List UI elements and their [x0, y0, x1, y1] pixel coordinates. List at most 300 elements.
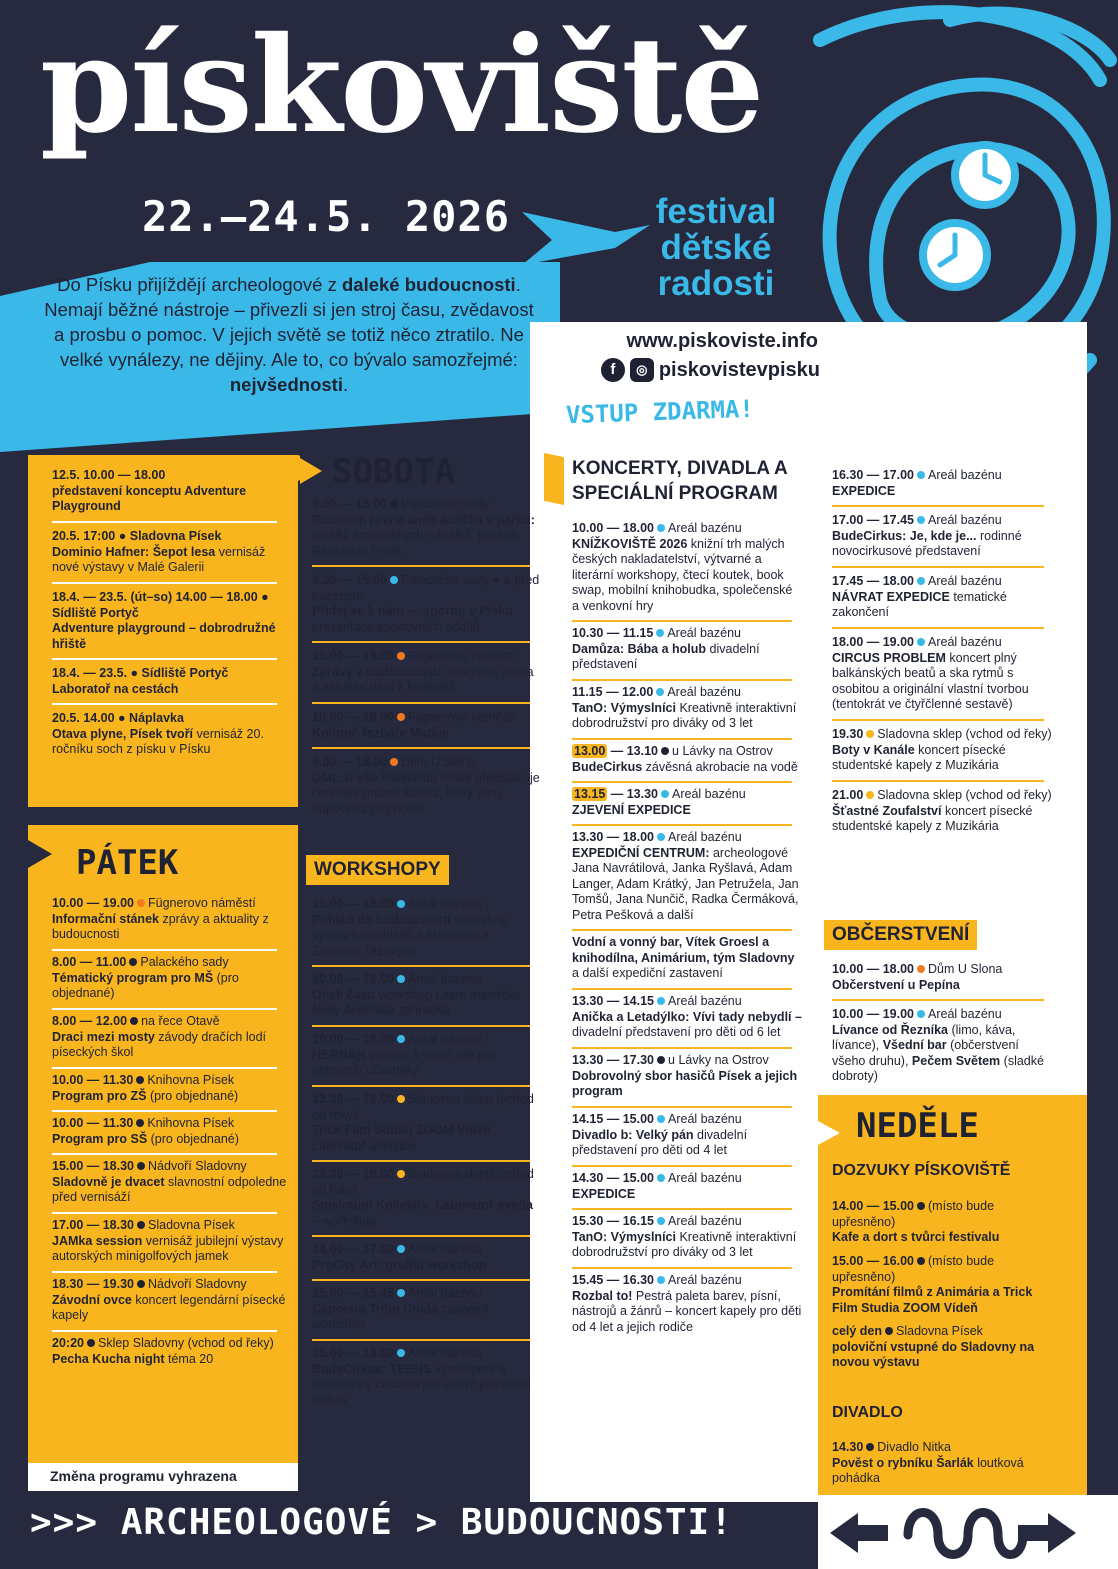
event-desc: (pro objednané) [52, 970, 239, 1000]
divider [52, 1330, 277, 1332]
event-time-line [572, 685, 802, 701]
event-time-line [312, 649, 540, 665]
event-item [52, 1277, 287, 1324]
event-time-line [52, 590, 287, 621]
event-time: 10.30 — 11.15 [572, 626, 654, 640]
event-name: Pohled do budoucnosti [312, 912, 455, 927]
event-time: 10.00 — 18.00 [312, 710, 395, 724]
divider [312, 1339, 530, 1341]
location-dot-icon [657, 833, 665, 841]
event-name: Adventure playground – dobrodružné hřiště [52, 621, 276, 651]
event-desc: vernisáž nové výstavy v Malé Galerii [52, 544, 266, 574]
heading-divadlo: DIVADLO [832, 1404, 903, 1421]
event-item [832, 1440, 1054, 1487]
event-body [52, 621, 287, 652]
event-place: Sladovna sklep (vchod od řeky) [312, 1167, 534, 1197]
location-dot-icon [917, 638, 925, 646]
event-place: Divadlo Nitka [877, 1440, 951, 1454]
event-name: Pecha Kucha night [52, 1351, 168, 1366]
event-item [312, 972, 540, 1019]
location-dot-icon [657, 1276, 665, 1284]
event-desc: workshop výroby krasohledů s Martinem a Zuzanou Titzovými [312, 912, 508, 958]
event-time: 13.30 — 18.00 [312, 1167, 395, 1181]
event-name: Lívance od Řezníka [832, 1022, 952, 1037]
event-time-line [52, 1073, 287, 1089]
event-body [832, 743, 1054, 774]
divider [312, 965, 530, 967]
event-time-line [832, 1199, 1054, 1230]
event-time-line [312, 1092, 540, 1123]
event-name: OML ví vše [312, 770, 382, 785]
heading-obcerstveni: OBČERSTVENÍ [824, 920, 977, 950]
event-place: Areál bazénu [667, 626, 741, 640]
event-place: Areál bazénu [408, 1346, 482, 1360]
event-time: 10.00 — 19.00 [312, 649, 395, 663]
event-time: 13.30 — 14.15 [572, 994, 655, 1008]
event-place: Sladovna Písek [148, 1218, 235, 1232]
social-handle[interactable] [580, 358, 820, 382]
event-name: Program pro SŠ [52, 1131, 151, 1146]
event-place: Knihovna Písek [147, 1116, 235, 1130]
event-time-line [832, 1007, 1054, 1023]
event-time: 17.00 — 18.30 [52, 1218, 135, 1232]
event-time: 13.30 — 18.00 [572, 830, 655, 844]
divider [52, 658, 277, 660]
location-dot-icon [397, 713, 405, 721]
event-item [572, 1171, 802, 1202]
event-item [832, 635, 1054, 713]
event-time-line [572, 787, 802, 803]
event-item [832, 574, 1054, 621]
event-name: Robotem rovně aneb autíčka v parku: [312, 512, 535, 527]
event-item [312, 573, 540, 635]
event-place: Areál bazénu [668, 830, 742, 844]
divider [312, 1279, 530, 1281]
event-time: 16.30 — 17.00 [832, 468, 915, 482]
divider [572, 988, 792, 990]
event-name: Vodní a vonný bar, Vítek Groesl a knihodílna, Animárium, tým Sladovny [572, 935, 795, 965]
location-dot-icon [866, 730, 874, 738]
tagline-line: dětské [660, 228, 772, 267]
event-time-line [832, 1324, 1054, 1340]
event-desc: divadelní představení [572, 641, 760, 671]
event-name: ProCity Art: graffiti workshop [312, 1257, 487, 1272]
location-dot-icon [917, 1257, 925, 1265]
event-time: 13.30 — 18.00 [312, 1092, 395, 1106]
event-name: Laboratoř na cestách [52, 681, 179, 696]
event-desc: vernisáž jubilejní výstavy autorských minigolfových jamek [52, 1233, 284, 1263]
event-body [52, 484, 287, 515]
event-place: (místo bude upřesněno) [832, 1254, 995, 1284]
event-body [52, 912, 287, 943]
event-time-line [312, 497, 540, 513]
event-time-line [832, 962, 1054, 978]
divider [52, 949, 277, 951]
event-body [832, 1285, 1054, 1316]
event-name: Anička a Letadýlko: Vívi tady nebydlí – [572, 1009, 802, 1024]
event-desc: (pro objednané) [150, 1131, 239, 1146]
event-name: Sladovně je dvacet [52, 1174, 169, 1189]
event-time-line [52, 468, 287, 484]
location-dot-icon [397, 1170, 405, 1178]
event-time-line [52, 1014, 287, 1030]
event-place: Fügnerovo náměstí [408, 649, 516, 663]
event-name: EXPEDIČNÍ CENTRUM: [572, 845, 713, 860]
event-item [312, 497, 540, 559]
event-item [312, 897, 540, 959]
divider [572, 738, 792, 740]
location-dot-icon [885, 1327, 893, 1335]
location-dot-icon [917, 1202, 925, 1210]
event-time-line [832, 1440, 1054, 1456]
event-place: Areál bazénu [668, 1273, 742, 1287]
event-name: Capoeira Tribo Unida [312, 1301, 442, 1316]
event-name: Promítání filmů z Animária a Trick Film Studia ZOOM Vídeň [832, 1285, 1033, 1315]
event-item [52, 1159, 287, 1206]
event-place: na řece Otavě [141, 1014, 220, 1028]
divider [572, 1047, 792, 1049]
event-desc: koncert písecké studentské kapely z Muzikária [832, 803, 1033, 833]
event-name: Damůza: Bába a holub [572, 641, 710, 656]
event-name: Spielraum Kollektiv: Laboratoř světla [312, 1198, 533, 1212]
event-time: 10.00 — 19.00 [832, 1007, 915, 1021]
event-item [572, 1053, 802, 1100]
event-desc: knižní trh malých českých nakladatelství, výtvarné a literární workshopy, čtecí koutek, book swap, mobilní knihobudka, společenské a venkovní hry [572, 536, 793, 613]
event-item [572, 521, 802, 614]
event-time-line [572, 521, 802, 537]
event-desc: – workshop [312, 1213, 376, 1228]
event-place: Fügnerovo náměstí [148, 896, 256, 910]
instagram-icon[interactable]: ◎ [630, 358, 654, 382]
heading-workshopy: WORKSHOPY [306, 855, 449, 885]
event-body [52, 727, 287, 758]
event-name: Program pro ZŠ [52, 1088, 150, 1103]
event-time: 18.4. — 23.5. ● Sídliště Portyč [52, 666, 229, 680]
location-dot-icon [656, 629, 664, 637]
event-body [572, 935, 802, 982]
location-dot-icon [657, 1174, 665, 1182]
event-body [312, 1362, 540, 1409]
event-time: 21.00 [832, 788, 864, 802]
divider [572, 1165, 792, 1167]
event-item [312, 649, 540, 696]
event-place: Sklep Sladovny (vchod od řeky) [97, 1336, 274, 1350]
event-time: 10.00 — 18.00 [312, 897, 395, 911]
event-name: Divadlo b: Velký pán [572, 1127, 698, 1142]
tagline-line: radosti [657, 264, 775, 303]
facebook-icon[interactable]: f [601, 358, 625, 382]
event-place: Nádvoří Sladovny [148, 1159, 247, 1173]
event-item [312, 1167, 540, 1229]
location-dot-icon [397, 1095, 405, 1103]
event-body [572, 1069, 802, 1100]
location-dot-icon [136, 1076, 144, 1084]
event-time-line [52, 1159, 287, 1175]
event-time-line [312, 573, 540, 604]
location-dot-icon [657, 997, 665, 1005]
location-dot-icon [657, 1115, 665, 1123]
divider [572, 679, 792, 681]
event-place: Areál bazénu [667, 685, 741, 699]
event-name: Tématický program pro MŠ [52, 970, 217, 985]
event-time-line [832, 788, 1054, 804]
event-body [572, 846, 802, 924]
event-desc: prezentace sportovních oddílů [312, 619, 480, 634]
event-place: Areál bazénu [668, 994, 742, 1008]
location-dot-icon [137, 899, 145, 907]
event-desc: Kreativně interaktivní dobrodružství pro diváky od 3 let [572, 1229, 797, 1259]
event-time-line [52, 955, 287, 971]
event-time: 10.00 — 18.00 [832, 962, 915, 976]
event-item [312, 755, 540, 817]
website-link[interactable]: www.piskoviste.info [626, 330, 818, 352]
event-name: Kafe a dort s tvůrci festivalu [832, 1230, 1000, 1244]
event-name: Rozbal to! [572, 1288, 636, 1303]
event-body [832, 1340, 1054, 1371]
event-desc: koncert písecké studentské kapely z Muzikária [832, 742, 1006, 772]
event-body [52, 1132, 287, 1148]
event-place: Areál bazénu [668, 1214, 742, 1228]
intro-part: . Nemají běžné nástroje – přivezli si jen stroj času, zvědavost a prosbu o pomoc. V jejich světě se totiž něco ztratilo. Ne velké vynálezy, ne dějiny. Ale to, co bývalo samozřejmé: [44, 274, 534, 370]
location-dot-icon [129, 958, 137, 966]
location-dot-icon [397, 1245, 405, 1253]
event-item [832, 727, 1054, 774]
event-place: Palackého sady [401, 497, 490, 511]
event-body [832, 1230, 1054, 1246]
event-place: Areál bazénu [408, 1032, 482, 1046]
event-place: Palackého sady ● a před bazénem [312, 573, 540, 603]
event-desc: koncert legendární písecké kapely [52, 1292, 286, 1322]
event-desc: vystoupení a workshopy cirkusových aktivit pro celou rodinu [312, 1361, 531, 1407]
festival-tagline [636, 194, 796, 302]
event-body [572, 701, 802, 732]
event-name: EXPEDICE [832, 483, 896, 498]
location-dot-icon [917, 471, 925, 479]
event-time: 8.00 — 11.00 [52, 955, 127, 969]
event-place: Areál bazénu [928, 1007, 1002, 1021]
event-desc: capoeira workshop [312, 1301, 490, 1331]
event-place: Sladovna sklep (vchod od řeky) [877, 727, 1052, 741]
event-name: Šťastné Zoufalství [832, 803, 945, 818]
event-desc: a další expediční zastavení [572, 966, 723, 980]
event-place: Dům U Slona [928, 962, 1003, 976]
event-time-line [52, 1116, 287, 1132]
event-name: Dobrovolný sbor hasičů Písek a jejich program [572, 1068, 798, 1098]
event-time: 13.15 [574, 787, 606, 801]
location-dot-icon [397, 900, 405, 908]
event-time-line [52, 1277, 287, 1293]
event-time: 10.00 — 19.00 [52, 896, 135, 910]
event-time-line [572, 744, 802, 760]
heading-koncerty: KONCERTY, DIVADLA A SPECIÁLNÍ PROGRAM [572, 458, 787, 504]
event-body [52, 1175, 287, 1206]
heading-marker [544, 453, 564, 505]
location-dot-icon [397, 975, 405, 983]
event-name: Všední bar [882, 1038, 947, 1052]
location-dot-icon [917, 1010, 925, 1018]
event-time: 14.15 — 15.00 [572, 1112, 655, 1126]
event-desc: tematické zakončení [832, 589, 1007, 619]
event-body [312, 604, 540, 635]
event-place: Palackého sady [140, 955, 229, 969]
divider [572, 1208, 792, 1210]
divider [832, 505, 1044, 507]
event-item [52, 1116, 287, 1147]
event-desc: soutěž amatérských robotiků, pořádá Radioklub Písek [312, 528, 517, 558]
location-dot-icon [657, 1217, 665, 1225]
divider [832, 627, 1044, 629]
event-item [572, 685, 802, 732]
divider [572, 1267, 792, 1269]
divider [312, 1025, 530, 1027]
event-body [312, 771, 540, 818]
intro-bold: nejvšednosti [229, 374, 343, 395]
event-name: Boty v Kanále [832, 742, 919, 757]
event-body [832, 529, 1054, 560]
event-desc: rodinné novocirkusové představení [832, 528, 1022, 558]
event-desc: Kreativně interaktivní dobrodružství pro diváky od 3 let [572, 700, 797, 730]
event-time-line [52, 1218, 287, 1234]
event-item [52, 529, 287, 576]
event-body [572, 642, 802, 673]
event-name: poloviční vstupné do Sladovny na novou výstavu [832, 1339, 1035, 1369]
divider [832, 999, 1044, 1001]
event-item [52, 468, 287, 515]
event-item [832, 513, 1054, 560]
event-item [572, 994, 802, 1041]
event-place: Areál bazénu [928, 468, 1002, 482]
divider [52, 582, 277, 584]
event-desc: slavnostní odpoledne před vernisáží [52, 1174, 287, 1204]
divider [832, 780, 1044, 782]
event-name: Informační stánek [52, 911, 163, 926]
location-dot-icon [130, 1017, 138, 1025]
event-time: 18.4. — 23.5. (út–so) 14.00 — 18.00 ● Sídliště Portyč [52, 590, 269, 620]
event-time: 19.30 [832, 727, 864, 741]
event-time: 15.45 — 16.30 [572, 1273, 655, 1287]
event-body [312, 1123, 540, 1154]
event-desc: vernisáž 20. ročníku soch z písku v Písku [52, 726, 264, 756]
event-name: EXPEDICE [572, 1186, 636, 1201]
event-desc: (limo, káva, lívance), [832, 1022, 1016, 1052]
event-body [832, 978, 1054, 994]
event-time: 15.00 — 16.00 [832, 1254, 915, 1268]
event-time-line [832, 468, 1054, 484]
event-time-line [52, 1336, 287, 1352]
event-time: 15.00 — 18.30 [52, 1159, 135, 1173]
event-place: Sladovna sklep (vchod od řeky) [312, 1092, 534, 1122]
location-dot-icon [917, 516, 925, 524]
event-name: BudeCirkus: TEENS [312, 1361, 435, 1376]
divider [312, 565, 530, 567]
location-dot-icon [136, 1119, 144, 1127]
event-body [572, 803, 802, 819]
event-name: CIRCUS PROBLEM [832, 650, 950, 665]
event-item [312, 710, 540, 741]
event-place: Dům U Slona [401, 755, 476, 769]
footer-slogan: >>> ARCHEOLOGOVÉ > BUDOUCNOSTI! [30, 1502, 733, 1543]
event-body [832, 1456, 1054, 1487]
location-dot-icon [390, 576, 398, 584]
event-name: Zprávy z budoucnosti: [312, 664, 449, 679]
event-time-line [312, 755, 540, 771]
event-time: 9.00 — 18.00 [312, 755, 388, 769]
event-item [572, 1273, 802, 1335]
event-place: Sladovna sklep (vchod od řeky) [877, 788, 1052, 802]
event-item [572, 1214, 802, 1261]
event-time-line [832, 574, 1054, 590]
event-body [52, 545, 287, 576]
divider [312, 641, 530, 643]
location-dot-icon [137, 1280, 145, 1288]
event-body [52, 1030, 287, 1061]
event-time: 12.5. 10.00 — 18.00 [52, 468, 166, 482]
event-item [832, 962, 1054, 993]
divider [572, 620, 792, 622]
event-item [52, 1014, 287, 1061]
event-time: 13.30 — 17.30 [572, 1053, 655, 1067]
event-time: celý den [832, 1324, 883, 1338]
location-dot-icon [397, 652, 405, 660]
event-name: TanO: Výmyslníci [572, 1229, 680, 1244]
event-item [832, 1007, 1054, 1085]
event-body [312, 1048, 540, 1079]
event-item [52, 896, 287, 943]
event-item [52, 666, 287, 697]
event-place: Areál bazénu [408, 897, 482, 911]
event-desc: koncert plný balkánských beatů a ska rytmů s osobitou a originální vlastní tvorbou (tentokrát ve čtyřčlenné sestavě) [832, 650, 1029, 711]
event-body [832, 484, 1054, 500]
divider [312, 702, 530, 704]
location-dot-icon [390, 500, 398, 508]
social-handle-text: piskovistevpisku [658, 358, 820, 381]
location-dot-icon [661, 790, 669, 798]
event-time: 10.00 — 11.30 [52, 1116, 134, 1130]
festival-title: pískoviště [40, 8, 763, 163]
event-item [312, 1032, 540, 1079]
event-time: 14.00 — 15.00 [832, 1199, 915, 1213]
event-item [52, 1218, 287, 1265]
event-body [572, 1289, 802, 1336]
divider [312, 1160, 530, 1162]
divider [832, 719, 1044, 721]
divider [52, 1153, 277, 1155]
event-desc: divadelní představení pro děti od 4 let [572, 1127, 748, 1157]
event-item [312, 1242, 540, 1273]
event-time: 14.30 — 15.00 [572, 1171, 655, 1185]
event-place: Areál bazénu [928, 513, 1002, 527]
event-time-line [572, 626, 802, 642]
event-desc: divadelní představení pro děti od 6 let [572, 1025, 781, 1039]
event-desc: závody dračích lodí píseckých škol [52, 1029, 266, 1059]
event-place: Areál bazénu [928, 635, 1002, 649]
divider [572, 824, 792, 826]
location-dot-icon [866, 791, 874, 799]
event-place: Areál bazénu [408, 1242, 482, 1256]
location-dot-icon [390, 758, 398, 766]
footer-panel [818, 1495, 1118, 1569]
event-name: KNÍŽKOVIŠTĚ 2026 [572, 536, 691, 551]
event-item [52, 1073, 287, 1104]
program-note: Změna programu vyhrazena [50, 1468, 237, 1484]
event-desc: téma 20 [168, 1351, 214, 1366]
event-time: 18.30 — 19.30 [52, 1277, 135, 1291]
event-place: Nádvoří Sladovny [148, 1277, 247, 1291]
event-desc: Pestrá paleta barev, písní, nástrojů a žánrů – koncert kapely pro děti od 4 let a jejich rodiče [572, 1288, 802, 1334]
divider [52, 1212, 277, 1214]
event-place: Areál bazénu [668, 521, 742, 535]
event-time-line [832, 1254, 1054, 1285]
